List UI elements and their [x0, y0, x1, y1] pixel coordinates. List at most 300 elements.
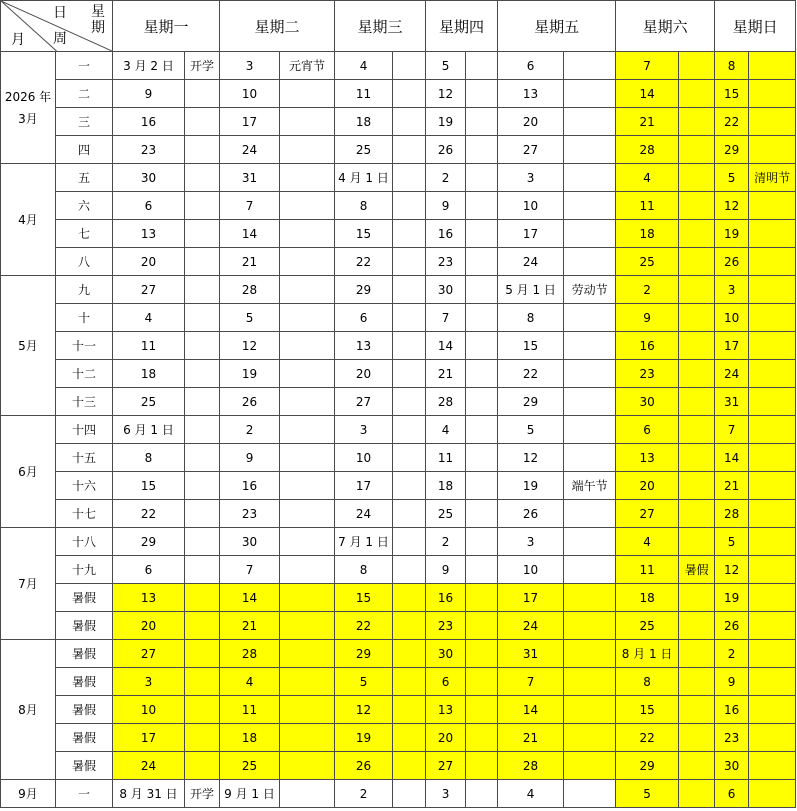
- note-cell: 劳动节: [564, 276, 616, 304]
- week-number-cell: 四: [56, 136, 113, 164]
- note-cell: [564, 416, 616, 444]
- date-cell: 28: [426, 388, 466, 416]
- week-row: [1, 528, 796, 556]
- month-label-cell: 6月: [1, 416, 56, 528]
- note-cell: [679, 220, 715, 248]
- note-cell: [393, 52, 426, 80]
- week-row: [1, 220, 796, 248]
- date-cell: 23: [426, 612, 466, 640]
- date-cell: 14: [715, 444, 749, 472]
- note-cell: [749, 752, 796, 780]
- note-cell: [564, 192, 616, 220]
- note-cell: 端午节: [564, 472, 616, 500]
- date-cell: 10: [498, 556, 564, 584]
- note-cell: [564, 80, 616, 108]
- note-cell: [749, 724, 796, 752]
- note-cell: [280, 304, 335, 332]
- date-cell: 19: [220, 360, 280, 388]
- date-cell: 16: [426, 584, 466, 612]
- weekday-header-tue: 星期二: [220, 1, 335, 52]
- date-cell: 3: [220, 52, 280, 80]
- date-cell: 2: [426, 164, 466, 192]
- date-cell: 15: [498, 332, 564, 360]
- date-cell: 4: [335, 52, 393, 80]
- date-cell: 12: [498, 444, 564, 472]
- note-cell: [466, 640, 498, 668]
- week-number-cell: 暑假: [56, 696, 113, 724]
- date-cell: 26: [220, 388, 280, 416]
- date-cell: 28: [498, 752, 564, 780]
- week-row: [1, 780, 796, 808]
- note-cell: [466, 52, 498, 80]
- note-cell: [564, 640, 616, 668]
- date-cell: 24: [498, 612, 564, 640]
- corner-label-week: 周: [53, 31, 67, 47]
- date-cell: 8 月 31 日: [113, 780, 185, 808]
- date-cell: 8 月 1 日: [616, 640, 679, 668]
- date-cell: 3: [426, 780, 466, 808]
- corner-label-weekday-2: 期: [91, 20, 105, 36]
- date-cell: 21: [220, 248, 280, 276]
- date-cell: 20: [113, 612, 185, 640]
- note-cell: [185, 584, 220, 612]
- note-cell: [564, 556, 616, 584]
- date-cell: 4: [220, 668, 280, 696]
- note-cell: [564, 164, 616, 192]
- date-cell: 11: [113, 332, 185, 360]
- note-cell: [466, 388, 498, 416]
- date-cell: 7: [426, 304, 466, 332]
- date-cell: 8: [616, 668, 679, 696]
- note-cell: [280, 164, 335, 192]
- date-cell: 20: [335, 360, 393, 388]
- date-cell: 17: [715, 332, 749, 360]
- week-row: [1, 276, 796, 304]
- note-cell: [679, 668, 715, 696]
- date-cell: 26: [426, 136, 466, 164]
- note-cell: [749, 528, 796, 556]
- note-cell: [393, 584, 426, 612]
- date-cell: 24: [220, 136, 280, 164]
- date-cell: 28: [220, 276, 280, 304]
- date-cell: 24: [113, 752, 185, 780]
- date-cell: 6: [335, 304, 393, 332]
- date-cell: 20: [616, 472, 679, 500]
- date-cell: 2: [426, 528, 466, 556]
- month-label-cell: 5月: [1, 276, 56, 416]
- note-cell: [280, 612, 335, 640]
- week-row: [1, 108, 796, 136]
- date-cell: 5: [715, 164, 749, 192]
- note-cell: [466, 556, 498, 584]
- date-cell: 17: [220, 108, 280, 136]
- note-cell: [185, 108, 220, 136]
- date-cell: 13: [616, 444, 679, 472]
- note-cell: [393, 752, 426, 780]
- date-cell: 19: [715, 220, 749, 248]
- date-cell: 15: [715, 80, 749, 108]
- note-cell: [466, 668, 498, 696]
- week-number-cell: 八: [56, 248, 113, 276]
- note-cell: [393, 696, 426, 724]
- note-cell: [749, 584, 796, 612]
- note-cell: [185, 528, 220, 556]
- note-cell: [185, 192, 220, 220]
- date-cell: 15: [335, 220, 393, 248]
- week-row: [1, 584, 796, 612]
- note-cell: [393, 528, 426, 556]
- date-cell: 27: [335, 388, 393, 416]
- note-cell: [185, 612, 220, 640]
- date-cell: 13: [426, 696, 466, 724]
- note-cell: [466, 332, 498, 360]
- date-cell: 30: [426, 640, 466, 668]
- date-cell: 18: [113, 360, 185, 388]
- note-cell: [564, 528, 616, 556]
- date-cell: 19: [426, 108, 466, 136]
- note-cell: [564, 360, 616, 388]
- date-cell: 28: [616, 136, 679, 164]
- note-cell: [749, 304, 796, 332]
- note-cell: [466, 416, 498, 444]
- corner-label-day: 日: [53, 5, 67, 21]
- note-cell: [749, 136, 796, 164]
- note-cell: [679, 584, 715, 612]
- note-cell: [185, 444, 220, 472]
- date-cell: 29: [335, 640, 393, 668]
- week-row: [1, 724, 796, 752]
- date-cell: 6: [113, 192, 185, 220]
- note-cell: [466, 612, 498, 640]
- note-cell: [280, 220, 335, 248]
- note-cell: [749, 472, 796, 500]
- note-cell: [564, 752, 616, 780]
- week-number-cell: 暑假: [56, 640, 113, 668]
- date-cell: 21: [220, 612, 280, 640]
- note-cell: [280, 668, 335, 696]
- note-cell: [679, 248, 715, 276]
- date-cell: 29: [113, 528, 185, 556]
- week-number-cell: 十三: [56, 388, 113, 416]
- note-cell: [466, 192, 498, 220]
- note-cell: [749, 640, 796, 668]
- week-number-cell: 一: [56, 52, 113, 80]
- date-cell: 26: [715, 248, 749, 276]
- date-cell: 5: [498, 416, 564, 444]
- note-cell: [280, 80, 335, 108]
- note-cell: [679, 472, 715, 500]
- note-cell: [185, 668, 220, 696]
- note-cell: 清明节: [749, 164, 796, 192]
- date-cell: 2: [335, 780, 393, 808]
- date-cell: 7: [498, 668, 564, 696]
- note-cell: [393, 360, 426, 388]
- date-cell: 25: [335, 136, 393, 164]
- week-number-cell: 一: [56, 780, 113, 808]
- note-cell: [466, 248, 498, 276]
- note-cell: [749, 248, 796, 276]
- date-cell: 4: [113, 304, 185, 332]
- date-cell: 19: [498, 472, 564, 500]
- date-cell: 21: [498, 724, 564, 752]
- week-number-cell: 十九: [56, 556, 113, 584]
- note-cell: [564, 612, 616, 640]
- date-cell: 5 月 1 日: [498, 276, 564, 304]
- note-cell: [564, 500, 616, 528]
- note-cell: [466, 752, 498, 780]
- date-cell: 27: [616, 500, 679, 528]
- note-cell: [466, 164, 498, 192]
- note-cell: [393, 416, 426, 444]
- date-cell: 25: [426, 500, 466, 528]
- note-cell: [393, 304, 426, 332]
- note-cell: [280, 640, 335, 668]
- date-cell: 9: [220, 444, 280, 472]
- date-cell: 19: [715, 584, 749, 612]
- week-row: [1, 332, 796, 360]
- note-cell: 开学: [185, 52, 220, 80]
- note-cell: [280, 752, 335, 780]
- note-cell: [280, 416, 335, 444]
- week-number-cell: 九: [56, 276, 113, 304]
- note-cell: [185, 220, 220, 248]
- note-cell: [466, 780, 498, 808]
- weekday-header-mon: 星期一: [113, 1, 220, 52]
- note-cell: 元宵节: [280, 52, 335, 80]
- date-cell: 3: [113, 668, 185, 696]
- note-cell: [466, 80, 498, 108]
- note-cell: [393, 220, 426, 248]
- week-row: [1, 192, 796, 220]
- note-cell: [185, 304, 220, 332]
- note-cell: [749, 80, 796, 108]
- note-cell: [749, 416, 796, 444]
- date-cell: 18: [616, 220, 679, 248]
- note-cell: [185, 136, 220, 164]
- date-cell: 12: [715, 556, 749, 584]
- note-cell: [466, 360, 498, 388]
- note-cell: [393, 780, 426, 808]
- date-cell: 6: [113, 556, 185, 584]
- date-cell: 3: [498, 528, 564, 556]
- date-cell: 16: [113, 108, 185, 136]
- date-cell: 14: [498, 696, 564, 724]
- note-cell: [749, 52, 796, 80]
- note-cell: [185, 752, 220, 780]
- date-cell: 5: [220, 304, 280, 332]
- note-cell: [466, 136, 498, 164]
- date-cell: 29: [335, 276, 393, 304]
- note-cell: [280, 276, 335, 304]
- date-cell: 29: [715, 136, 749, 164]
- date-cell: 10: [335, 444, 393, 472]
- note-cell: [280, 584, 335, 612]
- date-cell: 8: [113, 444, 185, 472]
- date-cell: 9: [715, 668, 749, 696]
- note-cell: [679, 164, 715, 192]
- note-cell: [749, 500, 796, 528]
- week-row: [1, 360, 796, 388]
- note-cell: [564, 388, 616, 416]
- date-cell: 11: [220, 696, 280, 724]
- note-cell: [564, 696, 616, 724]
- note-cell: [393, 612, 426, 640]
- month-label-cell: 8月: [1, 640, 56, 780]
- month-label-cell: 2026 年 3月: [1, 52, 56, 164]
- note-cell: [564, 332, 616, 360]
- note-cell: [466, 304, 498, 332]
- note-cell: [280, 472, 335, 500]
- week-number-cell: 十七: [56, 500, 113, 528]
- week-row: [1, 416, 796, 444]
- note-cell: [280, 556, 335, 584]
- date-cell: 20: [113, 248, 185, 276]
- date-cell: 23: [616, 360, 679, 388]
- note-cell: [679, 696, 715, 724]
- week-row: [1, 556, 796, 584]
- date-cell: 8: [335, 556, 393, 584]
- date-cell: 31: [220, 164, 280, 192]
- note-cell: [185, 724, 220, 752]
- note-cell: [393, 332, 426, 360]
- note-cell: [749, 276, 796, 304]
- date-cell: 7: [616, 52, 679, 80]
- date-cell: 4: [616, 528, 679, 556]
- note-cell: [466, 724, 498, 752]
- note-cell: [679, 416, 715, 444]
- month-label-cell: 4月: [1, 164, 56, 276]
- date-cell: 18: [220, 724, 280, 752]
- note-cell: [280, 360, 335, 388]
- note-cell: [466, 500, 498, 528]
- date-cell: 14: [220, 584, 280, 612]
- note-cell: [280, 528, 335, 556]
- note-cell: [564, 248, 616, 276]
- week-row: [1, 164, 796, 192]
- note-cell: [393, 388, 426, 416]
- week-row: [1, 304, 796, 332]
- date-cell: 17: [335, 472, 393, 500]
- week-number-cell: 五: [56, 164, 113, 192]
- note-cell: [749, 108, 796, 136]
- note-cell: [679, 108, 715, 136]
- date-cell: 7 月 1 日: [335, 528, 393, 556]
- note-cell: [679, 500, 715, 528]
- date-cell: 2: [220, 416, 280, 444]
- date-cell: 18: [616, 584, 679, 612]
- date-cell: 9: [426, 192, 466, 220]
- date-cell: 24: [335, 500, 393, 528]
- date-cell: 30: [220, 528, 280, 556]
- note-cell: [280, 724, 335, 752]
- note-cell: [185, 500, 220, 528]
- date-cell: 16: [616, 332, 679, 360]
- date-cell: 10: [113, 696, 185, 724]
- date-cell: 26: [498, 500, 564, 528]
- date-cell: 24: [498, 248, 564, 276]
- note-cell: [679, 388, 715, 416]
- week-row: [1, 444, 796, 472]
- date-cell: 13: [498, 80, 564, 108]
- date-cell: 6 月 1 日: [113, 416, 185, 444]
- date-cell: 13: [113, 220, 185, 248]
- date-cell: 28: [715, 500, 749, 528]
- week-number-cell: 六: [56, 192, 113, 220]
- date-cell: 4 月 1 日: [335, 164, 393, 192]
- note-cell: [280, 696, 335, 724]
- date-cell: 29: [498, 388, 564, 416]
- week-number-cell: 七: [56, 220, 113, 248]
- date-cell: 15: [113, 472, 185, 500]
- note-cell: [185, 416, 220, 444]
- date-cell: 21: [616, 108, 679, 136]
- date-cell: 14: [426, 332, 466, 360]
- date-cell: 4: [616, 164, 679, 192]
- date-cell: 3: [498, 164, 564, 192]
- note-cell: [393, 724, 426, 752]
- note-cell: [466, 472, 498, 500]
- week-number-cell: 二: [56, 80, 113, 108]
- date-cell: 23: [220, 500, 280, 528]
- note-cell: [393, 500, 426, 528]
- date-cell: 9 月 1 日: [220, 780, 280, 808]
- date-cell: 23: [113, 136, 185, 164]
- note-cell: [749, 388, 796, 416]
- date-cell: 10: [220, 80, 280, 108]
- note-cell: [393, 472, 426, 500]
- note-cell: [564, 668, 616, 696]
- week-number-cell: 十六: [56, 472, 113, 500]
- note-cell: [393, 108, 426, 136]
- note-cell: [466, 444, 498, 472]
- note-cell: [749, 192, 796, 220]
- date-cell: 27: [113, 640, 185, 668]
- date-cell: 9: [616, 304, 679, 332]
- note-cell: [749, 444, 796, 472]
- date-cell: 11: [426, 444, 466, 472]
- date-cell: 12: [335, 696, 393, 724]
- note-cell: [393, 164, 426, 192]
- date-cell: 26: [715, 612, 749, 640]
- date-cell: 5: [715, 528, 749, 556]
- note-cell: [679, 136, 715, 164]
- note-cell: [393, 136, 426, 164]
- date-cell: 11: [335, 80, 393, 108]
- date-cell: 11: [616, 192, 679, 220]
- date-cell: 27: [113, 276, 185, 304]
- date-cell: 4: [426, 416, 466, 444]
- date-cell: 27: [498, 136, 564, 164]
- note-cell: [679, 304, 715, 332]
- date-cell: 16: [426, 220, 466, 248]
- date-cell: 21: [426, 360, 466, 388]
- note-cell: [679, 52, 715, 80]
- note-cell: [749, 220, 796, 248]
- note-cell: [280, 500, 335, 528]
- note-cell: [749, 668, 796, 696]
- date-cell: 25: [616, 248, 679, 276]
- date-cell: 2: [616, 276, 679, 304]
- date-cell: 15: [616, 696, 679, 724]
- note-cell: [749, 696, 796, 724]
- corner-header-cell: [1, 1, 113, 52]
- date-cell: 22: [113, 500, 185, 528]
- note-cell: [679, 80, 715, 108]
- note-cell: [280, 136, 335, 164]
- date-cell: 9: [113, 80, 185, 108]
- note-cell: 开学: [185, 780, 220, 808]
- date-cell: 14: [220, 220, 280, 248]
